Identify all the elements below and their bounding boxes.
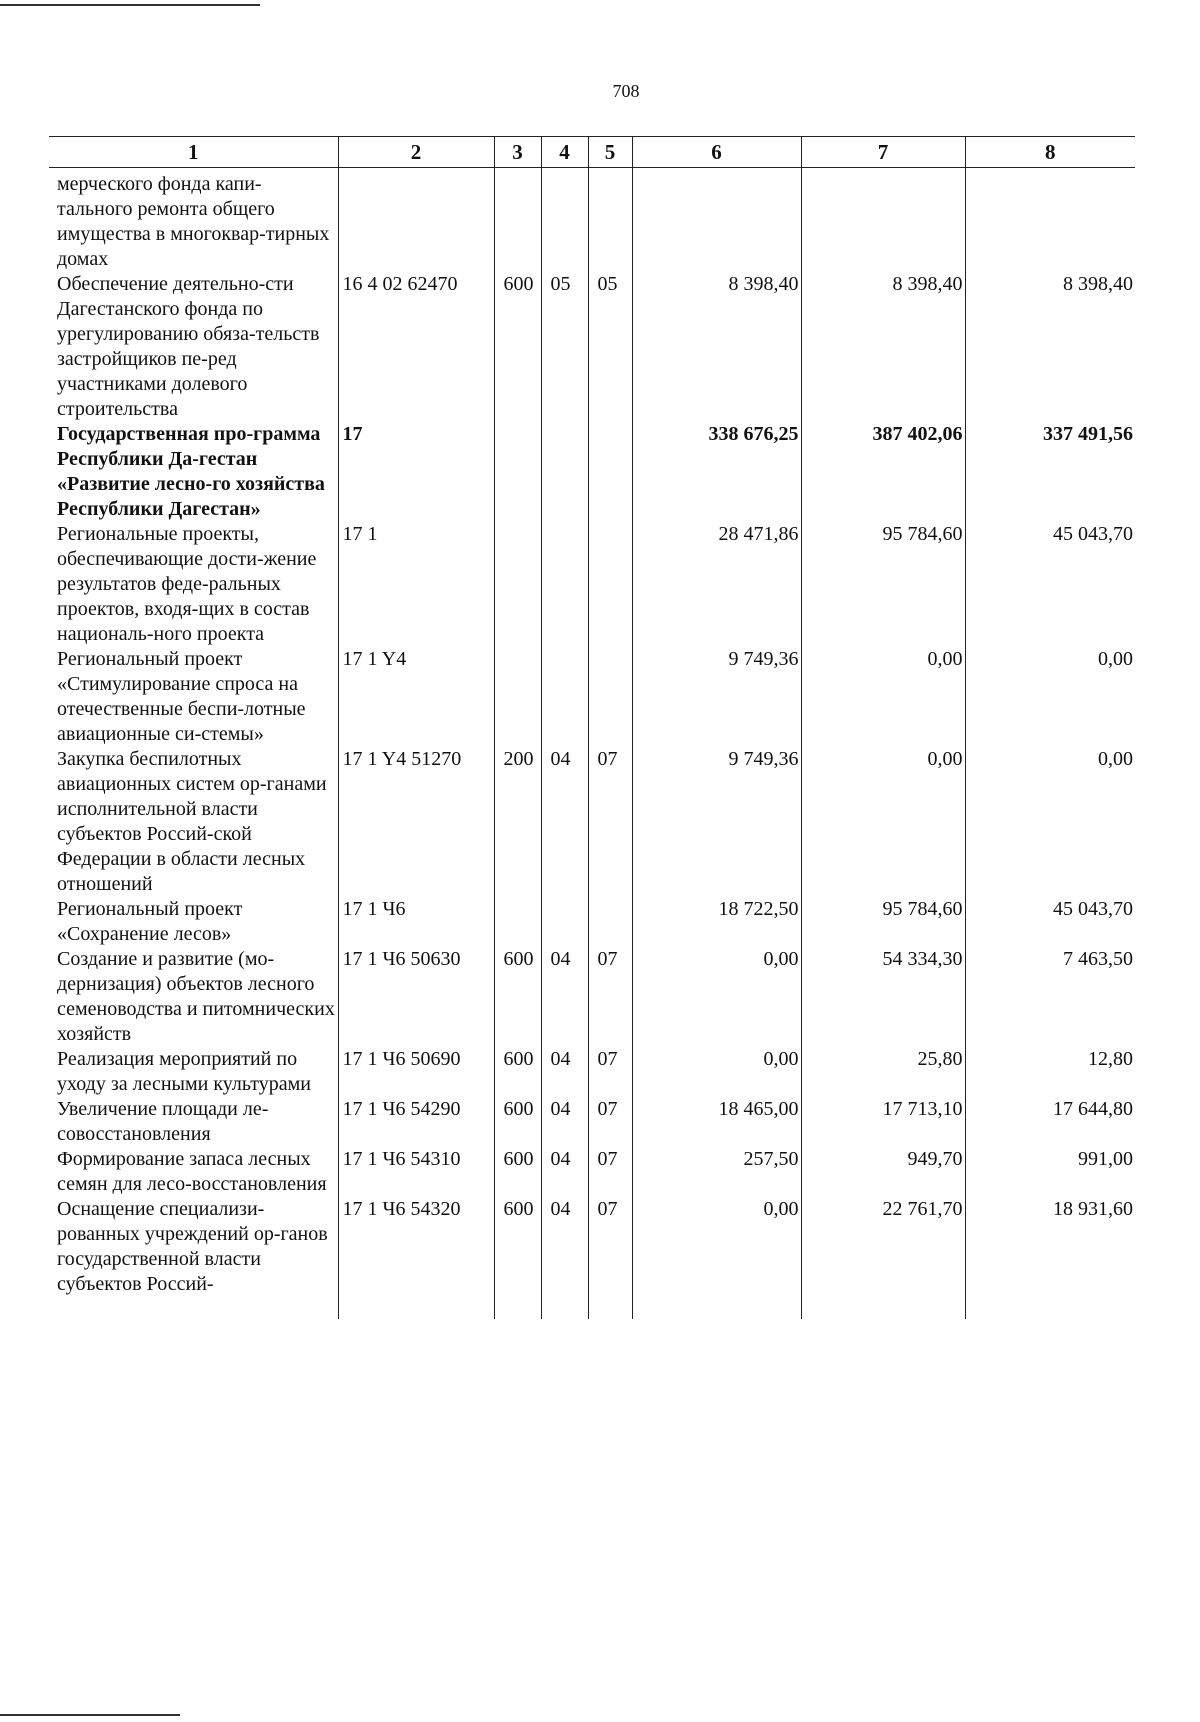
target-article-code: 16 4 02 62470 bbox=[338, 272, 494, 422]
item-name: Оснащение специализи-рованных учреждений ор-ганов государственной власти субъектов Россий- bbox=[57, 1198, 328, 1295]
target-article-code: 17 1 Ч6 54310 bbox=[338, 1147, 494, 1197]
item-name: Закупка беспилотных авиационных систем ор-ганами исполнительной власти субъектов Россий-ской Федерации в области лесных отношений bbox=[57, 748, 327, 895]
target-article-code: 17 1 Ч6 50690 bbox=[338, 1047, 494, 1097]
amount-column-7: 387 402,06 bbox=[801, 422, 965, 522]
section-code: 04 bbox=[541, 1047, 588, 1097]
column-header: 2 bbox=[338, 137, 494, 168]
amount-column-8: 8 398,40 bbox=[965, 272, 1135, 422]
amount-column-8: 0,00 bbox=[965, 647, 1135, 747]
section-code: 04 bbox=[541, 1197, 588, 1319]
table-row bbox=[49, 1047, 1135, 1097]
amount-column-6: 28 471,86 bbox=[632, 522, 801, 647]
amount-column-8: 17 644,80 bbox=[965, 1097, 1135, 1147]
amount-column-6: 9 749,36 bbox=[632, 747, 801, 897]
item-name: Реализация мероприятий по уходу за лесными культурами bbox=[57, 1048, 311, 1095]
expense-type-code: 600 bbox=[494, 947, 541, 1047]
item-name: Создание и развитие (мо-дернизация) объектов лесного семеноводства и питомнических хозяйств bbox=[57, 948, 335, 1045]
table-row bbox=[49, 897, 1135, 947]
table-row bbox=[49, 947, 1135, 1047]
amount-column-8: 45 043,70 bbox=[965, 897, 1135, 947]
amount-column-8: 0,00 bbox=[965, 747, 1135, 897]
subsection-code bbox=[588, 168, 632, 273]
amount-column-8: 991,00 bbox=[965, 1147, 1135, 1197]
amount-column-7: 17 713,10 bbox=[801, 1097, 965, 1147]
amount-column-8 bbox=[965, 168, 1135, 273]
column-header: 3 bbox=[494, 137, 541, 168]
column-header: 5 bbox=[588, 137, 632, 168]
item-name: Обеспечение деятельно-сти Дагестанского фонда по урегулированию обяза-тельств застройщиков пе-ред участниками долевого строительства bbox=[57, 273, 320, 420]
item-name: Увеличение площади ле-совосстановления bbox=[57, 1098, 269, 1145]
amount-column-7 bbox=[801, 168, 965, 273]
amount-column-8: 337 491,56 bbox=[965, 422, 1135, 522]
amount-column-6: 8 398,40 bbox=[632, 272, 801, 422]
section-code: 04 bbox=[541, 1147, 588, 1197]
subsection-code: 07 bbox=[588, 747, 632, 897]
table-row bbox=[49, 1197, 1135, 1319]
item-name: Региональные проекты, обеспечивающие дости-жение результатов феде-ральных проектов, входя-щих в состав националь-ного проекта bbox=[57, 523, 317, 645]
scan-edge-line-bottom bbox=[0, 1714, 180, 1716]
amount-column-7: 95 784,60 bbox=[801, 522, 965, 647]
amount-column-7: 54 334,30 bbox=[801, 947, 965, 1047]
expense-type-code bbox=[494, 522, 541, 647]
table-row bbox=[49, 1147, 1135, 1197]
column-header: 7 bbox=[801, 137, 965, 168]
amount-column-6: 0,00 bbox=[632, 1197, 801, 1319]
amount-column-6: 9 749,36 bbox=[632, 647, 801, 747]
table-row bbox=[49, 272, 1135, 422]
table-row bbox=[49, 422, 1135, 522]
section-code: 04 bbox=[541, 1097, 588, 1147]
amount-column-6: 257,50 bbox=[632, 1147, 801, 1197]
amount-column-6: 0,00 bbox=[632, 1047, 801, 1097]
table-header-row bbox=[49, 137, 1135, 168]
section-code: 05 bbox=[541, 272, 588, 422]
amount-column-7: 0,00 bbox=[801, 647, 965, 747]
amount-column-8: 12,80 bbox=[965, 1047, 1135, 1097]
subsection-code: 05 bbox=[588, 272, 632, 422]
table-row bbox=[49, 1097, 1135, 1147]
expense-type-code: 600 bbox=[494, 1047, 541, 1097]
expense-type-code bbox=[494, 647, 541, 747]
item-name: мерческого фонда капи-тального ремонта общего имущества в многоквар-тирных домах bbox=[57, 173, 330, 270]
expense-type-code: 200 bbox=[494, 747, 541, 897]
subsection-code bbox=[588, 647, 632, 747]
expense-type-code: 600 bbox=[494, 1097, 541, 1147]
expense-type-code: 600 bbox=[494, 1197, 541, 1319]
target-article-code: 17 1 Ч6 bbox=[338, 897, 494, 947]
budget-table bbox=[49, 136, 1135, 1319]
subsection-code: 07 bbox=[588, 1147, 632, 1197]
amount-column-6: 0,00 bbox=[632, 947, 801, 1047]
section-code bbox=[541, 897, 588, 947]
item-name: Государственная про-грамма Республики Да-гестан «Развитие лесно-го хозяйства Республики Дагестан» bbox=[57, 423, 325, 520]
amount-column-8: 45 043,70 bbox=[965, 522, 1135, 647]
expense-type-code: 600 bbox=[494, 272, 541, 422]
subsection-code bbox=[588, 897, 632, 947]
amount-column-8: 18 931,60 bbox=[965, 1197, 1135, 1319]
subsection-code: 07 bbox=[588, 947, 632, 1047]
amount-column-7: 0,00 bbox=[801, 747, 965, 897]
target-article-code: 17 1 Ч6 54290 bbox=[338, 1097, 494, 1147]
subsection-code: 07 bbox=[588, 1047, 632, 1097]
target-article-code: 17 1 Y4 51270 bbox=[338, 747, 494, 897]
section-code: 04 bbox=[541, 947, 588, 1047]
table-row bbox=[49, 168, 1135, 273]
section-code bbox=[541, 422, 588, 522]
target-article-code bbox=[338, 168, 494, 273]
subsection-code bbox=[588, 422, 632, 522]
amount-column-7: 25,80 bbox=[801, 1047, 965, 1097]
column-header: 1 bbox=[49, 137, 338, 168]
item-name: Формирование запаса лесных семян для лесо-восстановления bbox=[57, 1148, 327, 1195]
subsection-code: 07 bbox=[588, 1097, 632, 1147]
expense-type-code bbox=[494, 897, 541, 947]
scan-edge-line-top bbox=[0, 4, 260, 6]
section-code bbox=[541, 647, 588, 747]
target-article-code: 17 1 Ч6 54320 bbox=[338, 1197, 494, 1319]
target-article-code: 17 1 Ч6 50630 bbox=[338, 947, 494, 1047]
amount-column-7: 949,70 bbox=[801, 1147, 965, 1197]
section-code bbox=[541, 168, 588, 273]
subsection-code: 07 bbox=[588, 1197, 632, 1319]
expense-type-code: 600 bbox=[494, 1147, 541, 1197]
amount-column-6 bbox=[632, 168, 801, 273]
amount-column-7: 22 761,70 bbox=[801, 1197, 965, 1319]
amount-column-6: 18 465,00 bbox=[632, 1097, 801, 1147]
column-header: 6 bbox=[632, 137, 801, 168]
amount-column-7: 8 398,40 bbox=[801, 272, 965, 422]
item-name: Региональный проект «Стимулирование спроса на отечественные беспи-лотные авиационные си-стемы» bbox=[57, 648, 306, 745]
amount-column-8: 7 463,50 bbox=[965, 947, 1135, 1047]
page-number: 708 bbox=[612, 81, 640, 101]
column-header: 4 bbox=[541, 137, 588, 168]
target-article-code: 17 bbox=[338, 422, 494, 522]
column-header: 8 bbox=[965, 137, 1135, 168]
amount-column-7: 95 784,60 bbox=[801, 897, 965, 947]
table-row bbox=[49, 747, 1135, 897]
table-row bbox=[49, 522, 1135, 647]
subsection-code bbox=[588, 522, 632, 647]
table-row bbox=[49, 647, 1135, 747]
target-article-code: 17 1 bbox=[338, 522, 494, 647]
section-code bbox=[541, 522, 588, 647]
section-code: 04 bbox=[541, 747, 588, 897]
expense-type-code bbox=[494, 422, 541, 522]
target-article-code: 17 1 Y4 bbox=[338, 647, 494, 747]
amount-column-6: 18 722,50 bbox=[632, 897, 801, 947]
item-name: Региональный проект «Сохранение лесов» bbox=[57, 898, 243, 945]
amount-column-6: 338 676,25 bbox=[632, 422, 801, 522]
expense-type-code bbox=[494, 168, 541, 273]
table-body bbox=[49, 168, 1135, 1320]
